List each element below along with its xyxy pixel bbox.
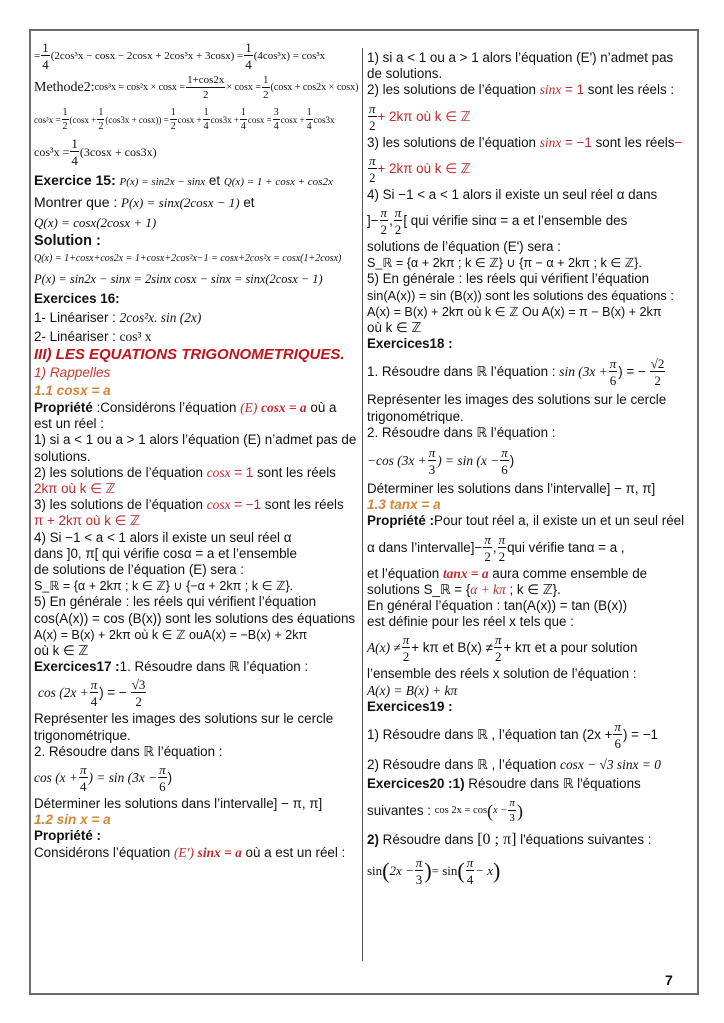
fraction: $\frac{\pi}{2}$ [369,152,376,185]
fraction: $\frac{3}{4}$ [273,107,279,132]
cos-property-2: 2) les solutions de l’équation cosx = 1 sont les réels [34,464,336,480]
derivation-line-4: cos³x = $\frac{1}{4}$ (3cosx + cos3x) [34,136,157,168]
exercise-20-q2-eq: sin ( 2x − $\frac{\pi}{3}$ ) = sin ( $\frac{\pi}{4}$ − x ) [367,855,501,888]
sin-property-3-solution: $\frac{\pi}{2}$ + 2kπ où k ∈ ℤ [369,152,471,185]
fraction: $\frac{√2}{2}$ [650,356,665,389]
exercise-15-header: Exercice 15: P(x) = sin2x − sinx et Q(x) = 1 + cosx + cos2x [34,172,333,188]
exercise-17-eq2: cos (x + $\frac{\pi}{4}$ ) = sin (3x − $\frac{\pi}{6}$ ) [34,762,173,795]
fraction: $\frac{\pi}{2}$ [380,205,388,238]
fraction: $\frac{\pi}{2}$ [394,205,402,238]
fraction: $\frac{\pi}{2}$ [498,531,506,564]
fraction: $\frac{1}{4}$ [245,40,252,72]
exercise-20-q2: 2) Résoudre dans [0 ; π] l'équations suivantes : [367,831,652,849]
right-paren: ) [493,858,501,884]
cos-solution-set: S_ℝ = {α + 2kπ ; k ∈ ℤ} ∪ {−α + 2kπ ; k ∈ ℤ}. [34,579,294,594]
sin-property-2-solution: $\frac{\pi}{2}$ + 2kπ où k ∈ ℤ [369,100,471,133]
exercise-15-q-claim: Q(x) = cosx(2cosx + 1) [34,215,157,230]
fraction: $\frac{1}{4}$ [240,107,246,132]
fraction: $\frac{\pi}{4}$ [466,855,474,888]
methode2-line: Methode2: cos³x = cos²x × cosx = $\frac{1+\cos 2x}{2}$ × cosx = $\frac{1}{2}$ (cosx + cos2x × cosx) [34,74,359,101]
fraction: $\frac{1}{4}$ [203,107,209,132]
sin-property-5a: 5) En générale : les réels qui vérifient l’équation [367,271,650,287]
left-column [34,40,360,861]
cos-property-5b: cos(A(x)) = cos (B(x)) sont les solutions des équations [34,610,356,626]
tan-property-d: solutions S_ℝ = {α + kπ ; k ∈ ℤ}. [367,581,561,597]
fraction: $\frac{1}{2}$ [62,107,68,132]
sin-solution-set: S_ℝ = {α + 2kπ ; k ∈ ℤ} ∪ {π − α + 2kπ ; k ∈ ℤ}. [367,256,642,271]
sin-property-intro: Considérons l’équation (E') sinx = a où a est un réel : [34,844,346,860]
cos-property-1b: solutions. [34,448,91,464]
exercise-17-q2: 2. Résoudre dans ℝ l’équation : [34,743,223,759]
exercise-19-title: Exercices19 : [367,698,453,714]
derivation-line-1: = $\frac{1}{4}$ (2cos³x − cosx − 2cosx + 2cos³x + 3cosx) = $\frac{1}{4}$ (4cos³x) = cos³x [34,40,326,72]
exercise-18-title: Exercices18 : [367,336,453,352]
section-title: III) LES EQUATIONS TRIGONOMETRIQUES. [34,346,345,363]
fraction: $\frac{\pi}{6}$ [501,445,508,478]
sin-property-1: 1) si a < 1 ou a > 1 alors l’équation (E') n’admet pas [367,50,674,65]
exercise-16-item-1: 1- Linéariser : 2cos²x. sin (2x) [34,310,202,325]
exercise-18-eq2: −cos (3x + $\frac{\pi}{3}$ ) = sin (x − $\frac{\pi}{6}$ ) [367,445,515,478]
fraction: $\frac{1}{4}$ [42,40,49,72]
fraction: $\frac{\pi}{6}$ [159,762,166,795]
exercise-18-q1: 1. Résoudre dans ℝ l’équation : sin (3x + $\frac{\pi}{6}$ ) = − $\frac{√2}{2}$ [367,356,665,389]
exercise-16-title: Exercices 16: [34,291,120,306]
left-paren: ( [457,858,465,884]
sin-property-5d: où k ∈ ℤ [367,320,422,336]
fraction: $\frac{1}{2}$ [170,107,176,132]
cos-property-5a: 5) En générale : les réels qui vérifient l’équation [34,594,317,610]
fraction: $\frac{\pi}{4}$ [90,677,98,710]
exercise-18-represent-2: trigonométrique. [367,408,464,424]
tan-property-f: est définie pour les réel x tels que : [367,614,574,630]
exercise-17-q1: Exercices17 :1. Résoudre dans ℝ l’équation : [34,659,309,675]
tan-property-i: A(x) = B(x) + kπ [367,682,458,698]
exercise-17-interval: Déterminer les solutions dans l’intervalle] − π, π] [34,796,323,812]
fraction: $\frac{1}{4}$ [306,107,312,132]
sin-property-label: Propriété : [34,828,101,844]
exercise-20-q1: Exercices20 :1) Résoudre dans ℝ l'équations [367,776,641,792]
sin-property-1b: de solutions. [367,66,443,82]
exercise-19-q1: 1) Résoudre dans ℝ , l’équation tan (2x + $\frac{\pi}{6}$ ) = −1 [367,719,658,752]
page-number: 7 [665,972,673,988]
subsection-cos: 1.1 cosx = a [34,383,111,398]
exercise-16-item-2: 2- Linéariser : cos³ x [34,329,152,344]
exercise-18-q2: 2. Résoudre dans ℝ l’équation : [367,424,556,440]
tan-property-g: A(x) ≠ $\frac{\pi}{2}$ + kπ et B(x) ≠ $\frac{\pi}{2}$ + kπ et a pour solution [367,632,638,665]
right-paren: ) [516,801,523,822]
tan-property-b: α dans l’intervalle]− $\frac{\pi}{2}$ , $\frac{\pi}{2}$ qui vérifie tanα = a , [367,531,625,564]
cos-property-2-solution: 2kπ où k ∈ ℤ [34,481,116,497]
cos-property-4c: de solutions de l’équation (E) sera : [34,562,244,578]
derivation-line-3: cos³x = $\frac{1}{2}$ (cosx + $\frac{1}{2}$ (cos3x + cosx)) = $\frac{1}{2}$ cosx + $\frac{1}{4}$ cos3x + $\frac{1}{4}$ cosx = $\frac{3}{4}$ cosx + $\frac{1}{4}$ cos3x [34,107,335,132]
fraction: $\frac{\pi}{6}$ [609,356,617,389]
fraction: $\frac{\pi}{2}$ [484,531,491,564]
fraction: $\frac{√3}{2}$ [131,677,146,710]
exercise-18-represent: Représenter les images des solutions sur le cercle [367,392,667,408]
fraction: $\frac{\pi}{3}$ [509,797,515,825]
fraction: $\frac{\pi}{2}$ [369,100,376,133]
exercise-17-eq1: cos (2x + $\frac{\pi}{4}$ ) = − $\frac{√3}{2}$ [38,677,146,710]
sin-property-2: 2) les solutions de l’équation sinx = 1 sont les réels : [367,82,675,98]
cos-property-intro: Propriété :Considérons l’équation (E) cosx = a où a [34,400,337,415]
subsection-tan: 1.3 tanx = a [367,497,441,513]
left-paren: ( [487,801,494,822]
fraction: $\frac{\pi}{4}$ [79,762,87,795]
fraction: $\frac{\pi}{3}$ [415,855,423,888]
fraction: $\frac{\pi}{3}$ [428,445,436,478]
cos-property-4b: dans ]0, π[ qui vérifie cosα = a et l’ensemble [34,545,297,561]
cos-property-intro-2: est un réel : [34,416,104,432]
solution-title: Solution : [34,233,101,249]
subsection-sin: 1.2 sin x = a [34,812,111,828]
sin-property-5c: A(x) = B(x) + 2kπ où k ∈ ℤ Ou A(x) = π − B(x) + 2kπ [367,304,662,319]
tan-property-a: Propriété :Pour tout réel a, il existe un et un seul réel [367,513,685,529]
cos-property-4a: 4) Si −1 < a < 1 alors il existe un seul réel α [34,529,292,545]
fraction: $\frac{\pi}{2}$ [402,632,410,665]
cos-property-5c: A(x) = B(x) + 2kπ où k ∈ ℤ ouA(x) = −B(x) + 2kπ [34,627,308,642]
tan-property-c: et l’équation tanx = a aura comme ensemble de [367,565,648,581]
fraction: $\frac{\pi}{2}$ [494,632,502,665]
exercise-18-interval: Déterminer les solutions dans l’intervalle] − π, π] [367,481,656,497]
fraction: $\frac{1+\cos 2x}{2}$ [187,74,225,101]
tan-property-h: l’ensemble des réels x solution de l’équation : [367,666,637,682]
exercise-20-q1-eq: suivantes : cos 2x = cos ( x − $\frac{\pi}{3}$ ) [367,797,523,825]
fraction: $\frac{1}{2}$ [98,107,104,132]
sin-property-3: 3) les solutions de l’équation sinx = −1 sont les réels− [367,134,683,150]
right-column [367,50,693,891]
right-paren: ) [424,858,432,884]
fraction: $\frac{1}{2}$ [263,74,269,101]
solution-p: P(x) = sin2x − sinx = 2sinx cosx − sinx = sinx(2cosx − 1) [34,272,323,286]
cos-property-3-solution: π + 2kπ où k ∈ ℤ [34,513,140,529]
fraction: $\frac{1}{4}$ [71,136,78,168]
sin-property-4b: ]− $\frac{\pi}{2}$ , $\frac{\pi}{2}$ [ qui vérifie sinα = a et l’ensemble des [367,205,628,238]
exercise-17-represent-2: trigonométrique. [34,727,131,743]
exercise-15-statement: Montrer que : P(x) = sinx(2cosx − 1) et [34,194,255,210]
sin-property-5b: sin(A(x)) = sin (B(x)) sont les solutions des équations : [367,287,674,303]
cos-property-1: 1) si a < 1 ou a > 1 alors l’équation (E) n’admet pas de [34,432,357,448]
sin-property-4a: 4) Si −1 < a < 1 alors il existe un seul réel α dans [367,186,658,202]
column-divider [362,48,363,961]
subsection-rappelles: 1) Rappelles [34,365,111,380]
cos-property-3: 3) les solutions de l’équation cosx = −1 sont les réels [34,497,344,513]
solution-q: Q(x) = 1+cosx+cos2x = 1+cosx+2cos²x−1 = cosx+2cos²x = cosx(1+2cosx) [34,253,342,264]
exercise-19-q2: 2) Résoudre dans ℝ , l’équation cosx − √3 sinx = 0 [367,757,661,773]
sin-property-4c: solutions de l’équation (E') sera : [367,239,561,255]
cos-property-5d: où k ∈ ℤ [34,643,89,659]
exercise-17-represent: Représenter les images des solutions sur le cercle [34,711,334,727]
tan-property-e: En général l’équation : tan(A(x)) = tan (B(x)) [367,598,628,614]
fraction: $\frac{\pi}{6}$ [614,719,621,752]
left-paren: ( [382,858,390,884]
